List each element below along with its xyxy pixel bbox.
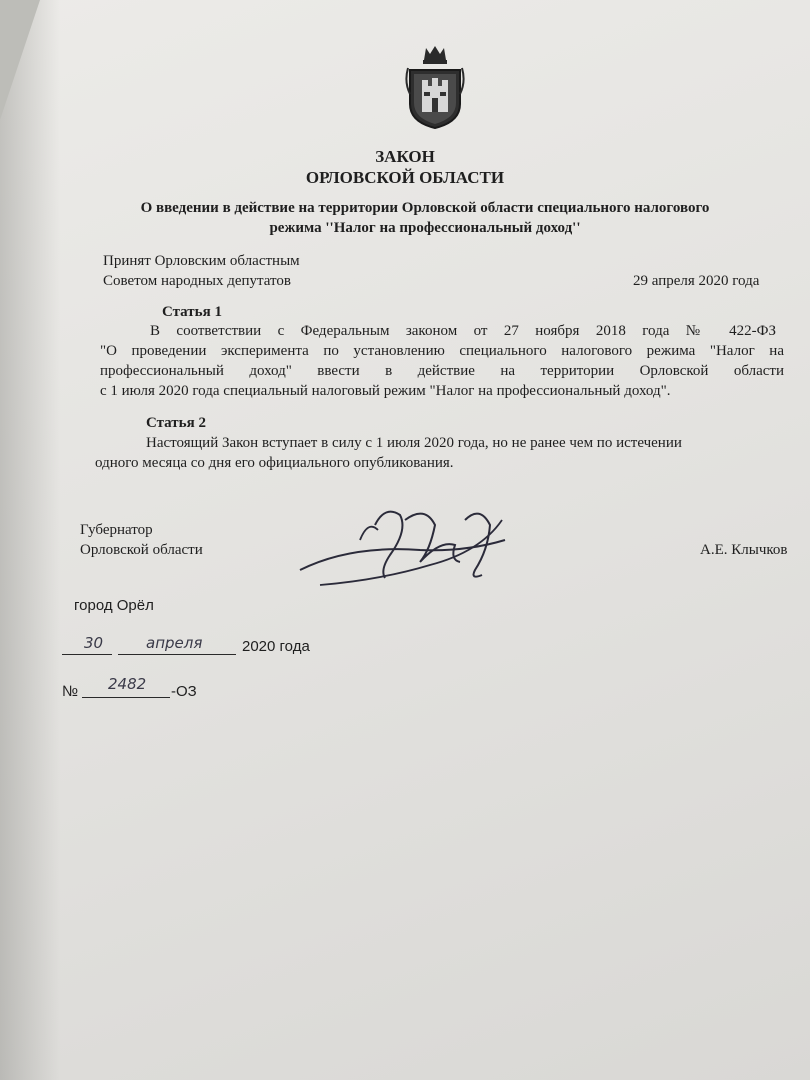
article2-line1: Настоящий Закон вступает в силу с 1 июля 2020 года, но не ранее чем по истечении — [146, 435, 682, 451]
governor-signature — [290, 500, 520, 600]
city-label: город Орёл — [74, 597, 154, 614]
governor-name: А.Е. Клычков — [700, 542, 788, 558]
article1-line4: с 1 июля 2020 года специальный налоговый режим "Налог на профессиональный доход". — [100, 383, 671, 399]
day-underline — [62, 654, 112, 655]
article1-line2: "О проведении эксперимента по установлению специального налогового режима "Налог на — [100, 343, 784, 359]
article1-heading: Статья 1 — [162, 304, 222, 320]
governor-title-line2: Орловской области — [80, 542, 203, 558]
adoption-date: 29 апреля 2020 года — [633, 273, 760, 289]
law-subject — [70, 198, 780, 238]
law-number-suffix: -ОЗ — [171, 683, 197, 700]
coat-of-arms-icon — [404, 42, 466, 132]
law-title — [0, 146, 810, 188]
number-underline — [82, 697, 170, 698]
article2-line2: одного месяца со дня его официального опубликования. — [95, 455, 454, 471]
law-number: 2482 — [108, 675, 147, 693]
law-number-prefix: № — [62, 683, 79, 700]
month-underline — [118, 654, 236, 655]
law-title-line2: ОРЛОВСКОЙ ОБЛАСТИ — [305, 168, 505, 187]
law-subject-line2: режима ''Налог на профессиональный доход'' — [269, 220, 581, 236]
adoption-line2: Советом народных депутатов — [103, 273, 291, 289]
signing-year: 2020 года — [242, 638, 310, 655]
article2-heading: Статья 2 — [146, 415, 206, 431]
law-subject-line1: О введении в действие на территории Орловской области специального налогового — [140, 200, 710, 216]
signing-day: 30 — [84, 634, 104, 652]
article1-line1: В соответствии с Федеральным законом от 27 ноября 2018 года № 422-ФЗ — [150, 323, 776, 339]
signing-month: апреля — [146, 634, 203, 652]
article1-line3: профессиональный доход" ввести в действие на территории Орловской области — [100, 363, 784, 379]
governor-title-line1: Губернатор — [80, 522, 153, 538]
adoption-line1: Принят Орловским областным — [103, 253, 300, 269]
law-title-line1: ЗАКОН — [375, 147, 435, 166]
underlying-paper-corner — [0, 0, 40, 120]
